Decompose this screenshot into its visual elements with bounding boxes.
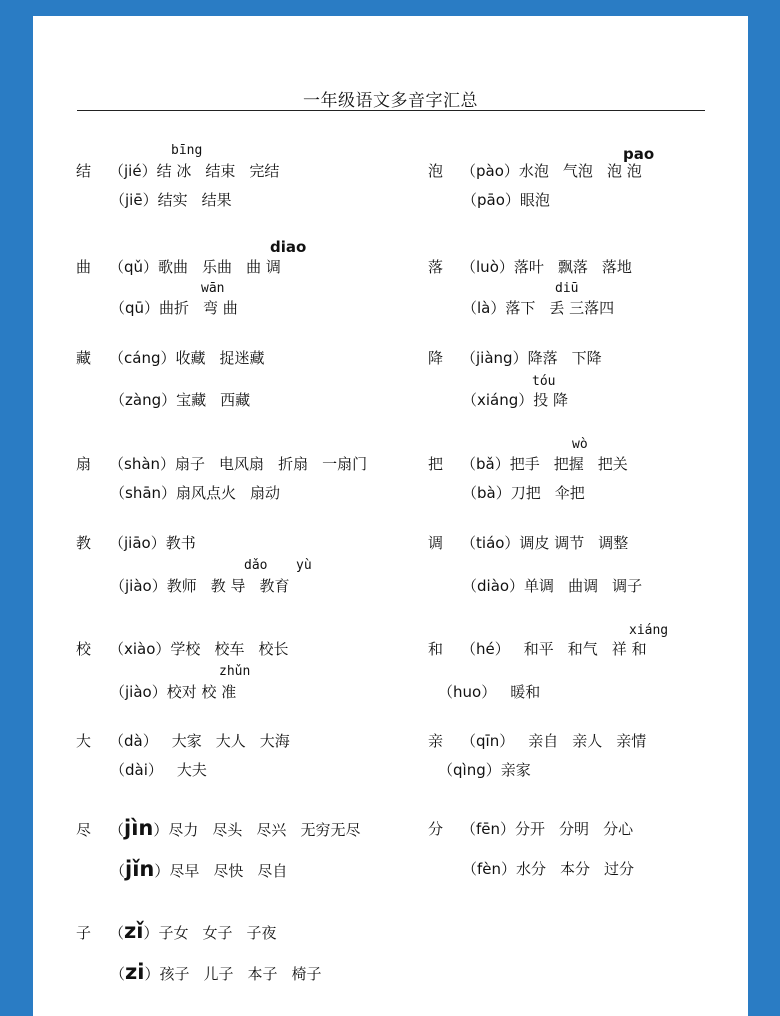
word-group: （jiào）教师 (110, 577, 197, 595)
head-character: 校 (76, 640, 92, 658)
entry-line (460, 575, 656, 596)
word-group: （shān）扇风点火 (110, 484, 237, 502)
entry-line (436, 681, 554, 702)
word-group: （luò）落叶 (461, 258, 544, 276)
word-group: （fēn）分开 (461, 820, 546, 838)
word-group: 下降 (571, 349, 602, 367)
head-character: 降 (428, 349, 444, 367)
word-group: 和气 (567, 640, 598, 658)
entry-line (428, 638, 661, 659)
head-character: 泡 (428, 162, 444, 180)
entry-line (76, 256, 295, 277)
word-group: （bǎ）把手 (461, 455, 540, 473)
word-group: 过分 (604, 860, 635, 878)
pinyin-annotation: zhǔn (219, 664, 251, 679)
pinyin-annotation: diū (555, 281, 579, 296)
word-group: 调子 (612, 577, 643, 595)
word-group: 大海 (259, 732, 290, 750)
word-group: （jiàng）降落 (461, 349, 558, 367)
word-group: 教 导 (210, 577, 246, 595)
word-group: 分明 (559, 820, 590, 838)
word-group: （diào）单调 (462, 577, 555, 595)
word-group: （bà）刀把 (462, 484, 541, 502)
entry-line (76, 453, 381, 474)
word-group: 本分 (560, 860, 591, 878)
entry-line (460, 389, 582, 410)
word-group: （cáng）收藏 (109, 349, 206, 367)
head-character: 尽 (76, 821, 92, 839)
head-character: 落 (428, 258, 444, 276)
page-title: 一年级语文多音字汇总 (303, 91, 478, 111)
head-character: 亲 (428, 732, 444, 750)
entry-line (428, 347, 616, 368)
word-group: 椅子 (291, 965, 322, 983)
word-group: 把握 (553, 455, 584, 473)
entry-line (460, 858, 648, 879)
entry-line (76, 532, 210, 553)
head-character: 和 (428, 640, 444, 658)
entry-line (108, 189, 246, 210)
word-group: （jǐn）尽早 (110, 857, 200, 881)
word-group: 结果 (201, 191, 232, 209)
entry-line (428, 256, 646, 277)
entry-line (428, 730, 660, 751)
word-group: （zǐ）子女 (109, 919, 189, 943)
word-group: 大夫 (176, 761, 207, 779)
entry-line (108, 857, 301, 881)
word-group: （qǔ）歌曲 (109, 258, 189, 276)
word-group: （pào）水泡 (461, 162, 549, 180)
word-group: （hé） (461, 640, 510, 658)
word-group: 曲 调 (246, 258, 281, 276)
head-character: 曲 (76, 258, 92, 276)
pinyin-annotation: yù (296, 558, 312, 573)
head-character: 教 (76, 534, 92, 552)
title-underline (77, 110, 705, 111)
pinyin-annotation: wò (572, 437, 588, 452)
word-group: （zàng）宝藏 (110, 391, 207, 409)
word-group: 尽快 (213, 862, 244, 880)
word-group: 泡 泡 (606, 162, 642, 180)
head-character: 结 (76, 162, 92, 180)
word-group: 和平 (523, 640, 554, 658)
pinyin-annotation: xiáng (629, 623, 669, 638)
entry-line (76, 816, 374, 840)
word-group: （zi）孩子 (110, 960, 190, 984)
word-group: 儿子 (203, 965, 234, 983)
entry-line (108, 482, 294, 503)
entry-line (108, 297, 252, 318)
pinyin-annotation: bīng (171, 143, 203, 158)
pinyin-annotation: tóu (532, 374, 556, 389)
entry-line (76, 730, 304, 751)
pinyin-annotation: wān (201, 281, 225, 296)
word-group: 伞把 (554, 484, 585, 502)
word-group: （shàn）扇子 (109, 455, 206, 473)
word-group: （qìng）亲家 (438, 761, 531, 779)
word-group: 气泡 (562, 162, 593, 180)
word-group: （xiào）学校 (109, 640, 201, 658)
word-group: （pāo）眼泡 (462, 191, 550, 209)
entry-line (76, 347, 279, 368)
word-group: 捉迷藏 (219, 349, 265, 367)
word-group: 结束 (205, 162, 236, 180)
word-group: （jìn）尽力 (109, 816, 199, 840)
pinyin-annotation: dǎo (244, 558, 268, 573)
entry-line (76, 919, 291, 943)
word-group: 无穷无尽 (300, 821, 361, 839)
word-group: 亲人 (572, 732, 603, 750)
word-group: 尽兴 (256, 821, 287, 839)
word-group: 大人 (215, 732, 246, 750)
word-group: （là）落下 (462, 299, 536, 317)
entry-line (460, 482, 599, 503)
word-group: （jiāo）教书 (109, 534, 196, 552)
entry-line (460, 189, 564, 210)
word-group: 扇动 (250, 484, 281, 502)
word-group: 暖和 (510, 683, 541, 701)
word-group: 电风扇 (219, 455, 265, 473)
word-group: 把关 (597, 455, 628, 473)
word-group: 亲自 (528, 732, 559, 750)
word-group: 西藏 (220, 391, 251, 409)
word-group: 分心 (603, 820, 634, 838)
entry-line (436, 759, 545, 780)
head-character: 把 (428, 455, 444, 473)
entry-line (108, 759, 221, 780)
entry-line (428, 453, 642, 474)
word-group: 一扇门 (322, 455, 368, 473)
entry-line (108, 960, 336, 984)
word-group: （jié）结 冰 (109, 162, 192, 180)
entry-line (76, 160, 293, 181)
head-character: 大 (76, 732, 92, 750)
word-group: 丢 三落四 (549, 299, 615, 317)
word-group: （tiáo）调皮 调节 (461, 534, 585, 552)
word-group: （fèn）水分 (462, 860, 547, 878)
word-group: 乐曲 (202, 258, 233, 276)
head-character: 子 (76, 924, 92, 942)
entry-line (76, 638, 302, 659)
word-group: （dà） (109, 732, 158, 750)
pinyin-annotation: diao (270, 238, 307, 256)
word-group: 女子 (202, 924, 233, 942)
word-group: 调整 (598, 534, 629, 552)
word-group: 大家 (171, 732, 202, 750)
word-group: 校车 (214, 640, 245, 658)
word-group: 教育 (259, 577, 290, 595)
word-group: 曲调 (568, 577, 599, 595)
entry-line (428, 532, 642, 553)
word-group: 弯 曲 (203, 299, 238, 317)
entry-line (108, 389, 264, 410)
word-group: （qū）曲折 (110, 299, 190, 317)
word-group: （huo） (438, 683, 497, 701)
head-character: 调 (428, 534, 444, 552)
word-group: 本子 (247, 965, 278, 983)
head-character: 扇 (76, 455, 92, 473)
word-group: 子夜 (246, 924, 277, 942)
entry-line (108, 681, 250, 702)
word-group: （jiào）校对 校 准 (110, 683, 237, 701)
head-character: 藏 (76, 349, 92, 367)
word-group: （xiáng）投 降 (462, 391, 569, 409)
head-character: 分 (428, 820, 444, 838)
word-group: 祥 和 (611, 640, 647, 658)
entry-line (428, 160, 656, 181)
entry-line (108, 575, 304, 596)
word-group: （qīn） (461, 732, 515, 750)
word-group: 折扇 (278, 455, 309, 473)
word-group: 亲情 (616, 732, 647, 750)
word-group: （jiē）结实 (110, 191, 188, 209)
entry-line (428, 818, 647, 839)
word-group: （dài） (110, 761, 163, 779)
document-page (33, 16, 748, 1016)
word-group: 落地 (601, 258, 632, 276)
word-group: 校长 (258, 640, 289, 658)
entry-line (460, 297, 628, 318)
word-group: 飘落 (557, 258, 588, 276)
word-group: 完结 (249, 162, 280, 180)
word-group: 尽头 (212, 821, 243, 839)
pinyin-annotation: pao (623, 145, 655, 163)
word-group: 尽自 (257, 862, 288, 880)
